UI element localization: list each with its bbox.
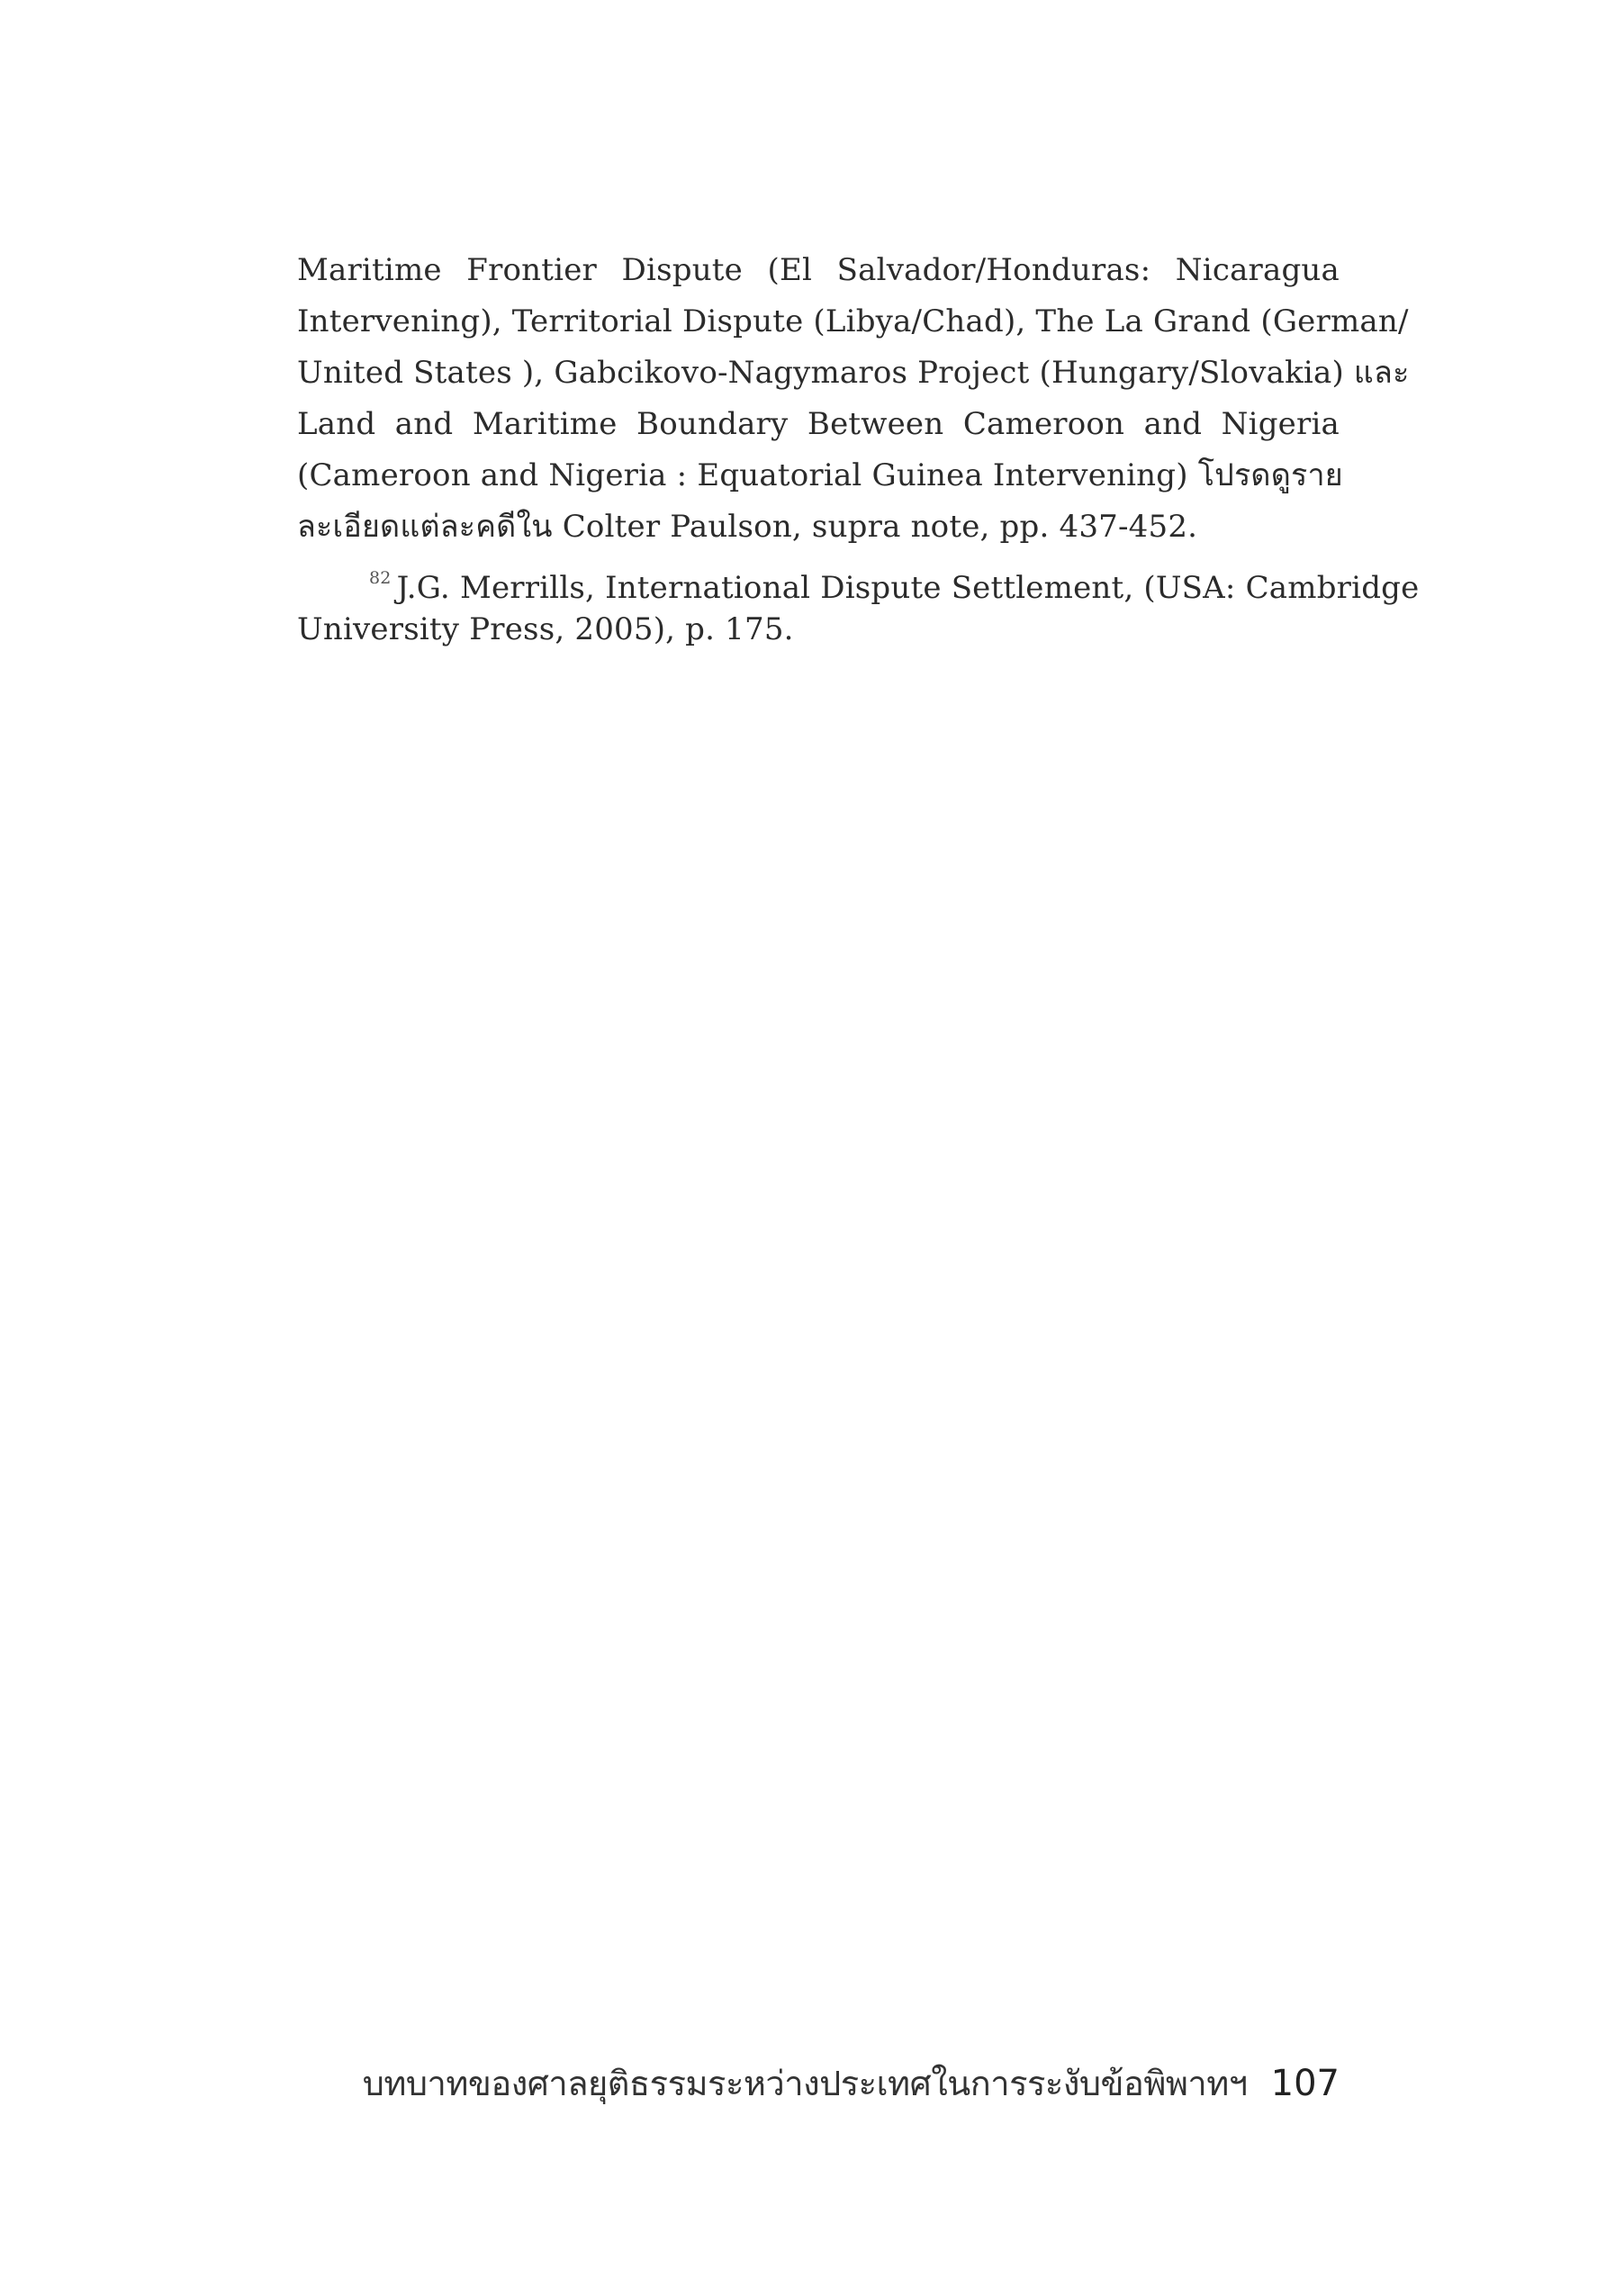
footnote-82-line-2: University Press, 2005), p. 175.	[297, 611, 794, 647]
footnote-81-line-3: United States ), Gabcikovo-Nagymaros Project (Hungary/Slovakia) และ	[297, 355, 1410, 391]
footnote-81-line-4: Land and Maritime Boundary Between Cameroon and Nigeria	[297, 406, 1340, 442]
footnote-81-line-6: ละเอียดแต่ละคดีใน Colter Paulson, supra note, pp. 437-452.	[297, 509, 1198, 545]
footnote-82-line-1	[297, 553, 1420, 606]
footnote-81-line-2: Intervening), Territorial Dispute (Libya/Chad), The La Grand (German/	[297, 303, 1409, 339]
footnote-81-line-5: (Cameroon and Nigeria : Equatorial Guinea Intervening) โปรดดูราย	[297, 457, 1343, 493]
footnotes-section	[297, 245, 1420, 655]
footnote-82-text-1: J.G. Merrills, International Dispute Settlement, (USA: Cambridge	[396, 570, 1420, 606]
footnote-81-line-1: Maritime Frontier Dispute (El Salvador/Honduras: Nicaragua	[297, 252, 1340, 288]
running-title: บทบาทของศาลยุติธรรมระหว่างประเทศในการระงับข้อพิพาทฯ	[362, 2064, 1248, 2103]
footnote-82-number: 82	[369, 568, 392, 588]
page-number: 107	[1270, 2063, 1340, 2104]
page-footer	[297, 2056, 1340, 2111]
